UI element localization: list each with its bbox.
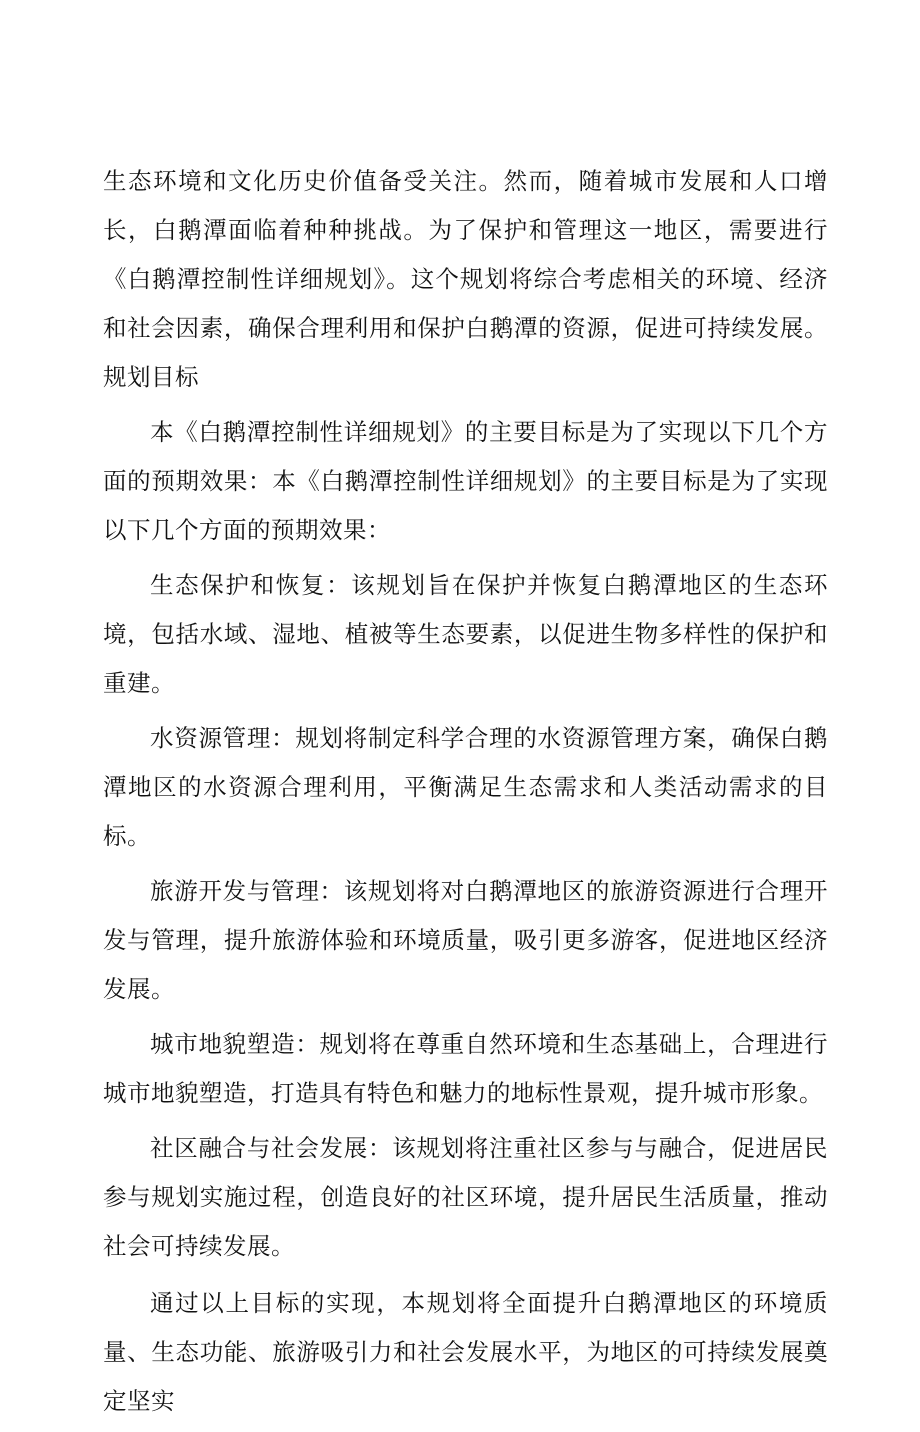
paragraph-community: 社区融合与社会发展：该规划将注重社区参与与融合，促进居民参与规划实施过程，创造良好的社区环境，提升居民生活质量，推动社会可持续发展。 [103,1134,828,1260]
document-body [103,157,828,1432]
paragraph-tourism: 旅游开发与管理：该规划将对白鹅潭地区的旅游资源进行合理开发与管理，提升旅游体验和环境质量，吸引更多游客，促进地区经济发展。 [103,877,828,1003]
paragraph-conclusion: 通过以上目标的实现，本规划将全面提升白鹅潭地区的环境质量、生态功能、旅游吸引力和社会发展水平，为地区的可持续发展奠定坚实 [103,1289,828,1415]
paragraph-urban-landscape: 城市地貌塑造：规划将在尊重自然环境和生态基础上，合理进行城市地貌塑造，打造具有特色和魅力的地标性景观，提升城市形象。 [103,1030,828,1107]
paragraph-ecological-protection: 生态保护和恢复：该规划旨在保护并恢复白鹅潭地区的生态环境，包括水域、湿地、植被等生态要素，以促进生物多样性的保护和重建。 [103,571,828,697]
paragraph-intro: 生态环境和文化历史价值备受关注。然而，随着城市发展和人口增长，白鹅潭面临着种种挑战。为了保护和管理这一地区，需要进行《白鹅潭控制性详细规划》。这个规划将综合考虑相关的环境、经济和社会因素，确保合理利用和保护白鹅潭的资源，促进可持续发展。规划目标 [103,167,828,391]
paragraph-goals-summary: 本《白鹅潭控制性详细规划》的主要目标是为了实现以下几个方面的预期效果：本《白鹅潭控制性详细规划》的主要目标是为了实现以下几个方面的预期效果： [103,418,828,544]
paragraph-water-management: 水资源管理：规划将制定科学合理的水资源管理方案，确保白鹅潭地区的水资源合理利用，平衡满足生态需求和人类活动需求的目标。 [103,724,828,850]
